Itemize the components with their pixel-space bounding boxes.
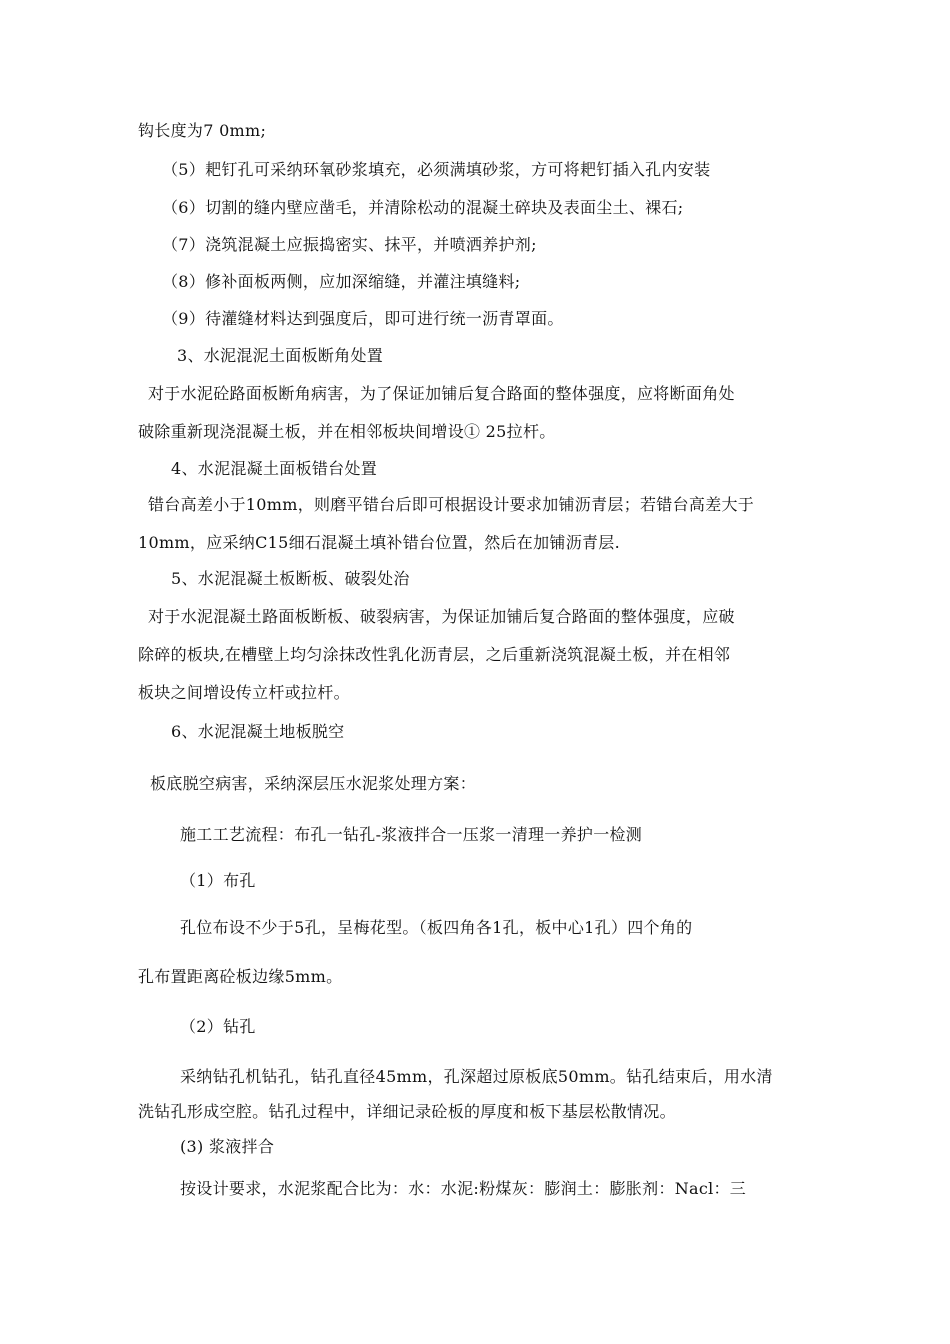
- paragraph-line: 板底脱空病害，采纳深层压水泥浆处理方案：: [150, 774, 477, 793]
- list-item-9: （9）待灌缝材料达到强度后，即可进行统一沥青罩面。: [162, 309, 564, 328]
- paragraph-line: 洗钻孔形成空腔。钻孔过程中，详细记录砼板的厚度和板下基层松散情况。: [138, 1102, 676, 1121]
- paragraph-line: 错台高差小于10mm，则磨平错台后即可根据设计要求加铺沥青层；若错台高差大于: [148, 495, 755, 514]
- section-heading-6: 6、水泥混凝土地板脱空: [171, 722, 345, 741]
- list-item-8: （8）修补面板两侧，应加深缩缝，并灌注填缝料;: [162, 272, 521, 291]
- paragraph-line: 10mm，应采纳C15细石混凝土填补错台位置，然后在加铺沥青层.: [138, 533, 620, 552]
- paragraph-line: 孔布置距离砼板边缘5mm。: [138, 967, 343, 986]
- paragraph-line: 破除重新现浇混凝土板，并在相邻板块间增设① 25拉杆。: [138, 422, 556, 441]
- subsection-heading-2: （2）钻孔: [180, 1017, 256, 1036]
- subsection-heading-1: （1）布孔: [180, 871, 256, 890]
- list-item-6: （6）切割的缝内壁应凿毛，并清除松动的混凝土碎块及表面尘土、裸石;: [162, 198, 684, 217]
- list-item-5: （5）耙钉孔可采纳环氧砂浆填充，必须满填砂浆，方可将耙钉插入孔内安装: [162, 160, 711, 179]
- section-heading-4: 4、水泥混凝土面板错台处置: [171, 459, 378, 478]
- paragraph-line: 对于水泥砼路面板断角病害，为了保证加铺后复合路面的整体强度，应将断面角处: [148, 384, 735, 403]
- paragraph-line: 除碎的板块,在槽壁上均匀涂抹改性乳化沥青层，之后重新浇筑混凝土板，并在相邻: [138, 645, 731, 664]
- paragraph-line: 采纳钻孔机钻孔，钻孔直径45mm，孔深超过原板底50mm。钻孔结束后，用水清: [180, 1067, 773, 1086]
- paragraph-line: 对于水泥混凝土路面板断板、破裂病害，为保证加铺后复合路面的整体强度，应破: [148, 607, 735, 626]
- section-heading-5: 5、水泥混凝土板断板、破裂处治: [171, 569, 410, 588]
- paragraph-line: 按设计要求，水泥浆配合比为：水：水泥:粉煤灰：膨润土：膨胀剂：Nacl：三: [180, 1179, 747, 1198]
- list-item-7: （7）浇筑混凝土应振捣密实、抹平，并喷洒养护剂;: [162, 235, 537, 254]
- paragraph-line: 孔位布设不少于5孔，呈梅花型。（板四角各1孔，板中心1孔）四个角的: [180, 918, 693, 937]
- text-line: 钩长度为7 0mm;: [138, 121, 267, 140]
- process-flow-line: 施工工艺流程：布孔一钻孔-浆液拌合一压浆一清理一养护一检测: [180, 825, 643, 844]
- paragraph-line: 板块之间增设传立杆或拉杆。: [138, 683, 350, 702]
- section-heading-3: 3、水泥混泥土面板断角处置: [177, 346, 384, 365]
- subsection-heading-3: (3) 浆液拌合: [180, 1137, 275, 1156]
